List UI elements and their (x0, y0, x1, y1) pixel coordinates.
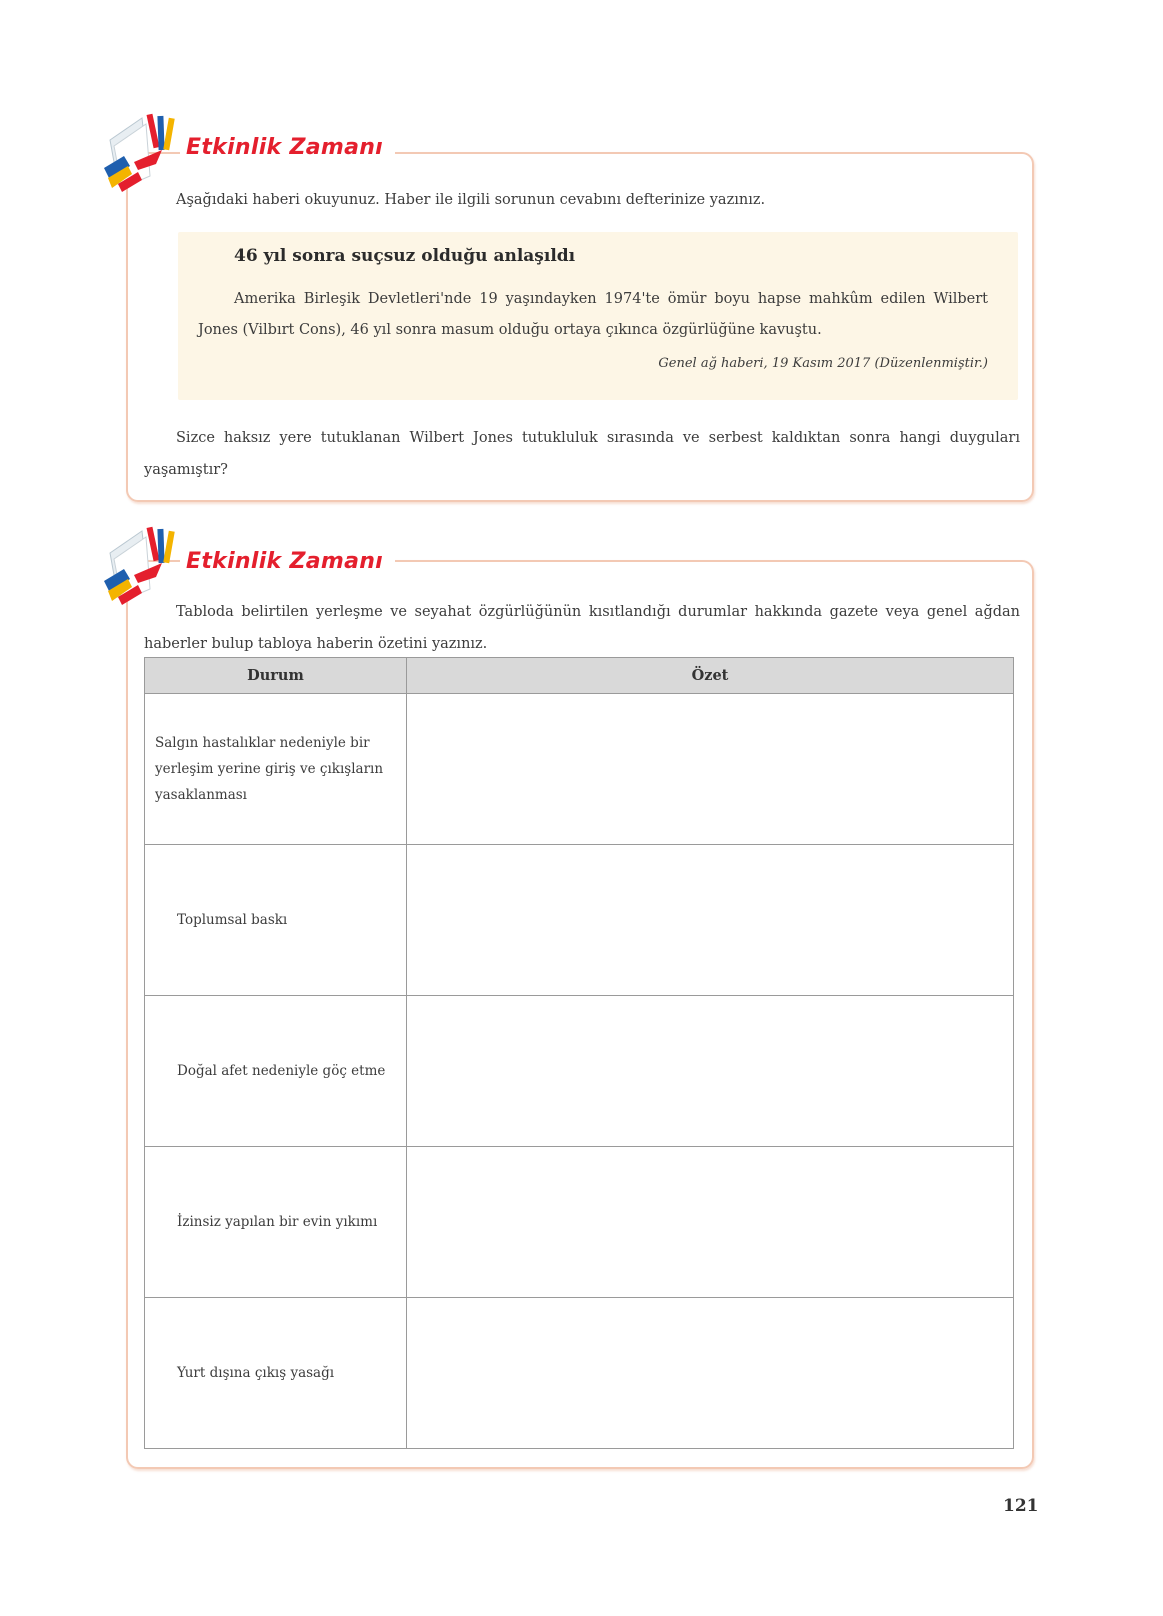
activity-1-question: Sizce haksız yere tutuklanan Wilbert Jones tutukluluk sırasında ve serbest kaldıktan sonra hangi duyguları yaşamıştır? (144, 430, 1020, 478)
news-box (178, 232, 1018, 400)
news-source: Genel ağ haberi, 19 Kasım 2017 (Düzenlenmiştir.) (658, 356, 988, 371)
activity-1-title-wrap (180, 131, 395, 165)
table-row (145, 1298, 1014, 1449)
ozet-cell[interactable] (407, 1298, 1014, 1449)
durum-cell: Doğal afet nedeniyle göç etme (145, 996, 407, 1147)
durum-cell: Salgın hastalıklar nedeniyle bir yerleşim yerine giriş ve çıkışların yasaklanması (145, 694, 407, 845)
activity-1-instruction: Aşağıdaki haberi okuyunuz. Haber ile ilgili sorunun cevabını defterinize yazınız. (176, 192, 766, 208)
ozet-cell[interactable] (407, 694, 1014, 845)
table-row (145, 694, 1014, 845)
table-row (145, 845, 1014, 996)
activity-2-title: Etkinlik Zamanı (186, 549, 384, 574)
news-headline: 46 yıl sonra suçsuz olduğu anlaşıldı (234, 246, 576, 266)
header-durum: Durum (145, 658, 407, 694)
table-row (145, 996, 1014, 1147)
durum-cell: Toplumsal baskı (145, 845, 407, 996)
durum-cell: Yurt dışına çıkış yasağı (145, 1298, 407, 1449)
table-header-row (145, 658, 1014, 694)
table-row (145, 1147, 1014, 1298)
ozet-cell[interactable] (407, 845, 1014, 996)
page-number: 121 (1003, 1496, 1039, 1516)
activity-1-title: Etkinlik Zamanı (186, 135, 384, 160)
activity-2-instruction: Tabloda belirtilen yerleşme ve seyahat özgürlüğünün kısıtlandığı durumlar hakkında gazete veya genel ağdan haberler bulup tabloya haberin özetini yazınız. (144, 604, 1020, 652)
activity-icon (104, 523, 182, 607)
durum-cell: İzinsiz yapılan bir evin yıkımı (145, 1147, 407, 1298)
activity-icon (104, 110, 182, 194)
ozet-cell[interactable] (407, 996, 1014, 1147)
ozet-cell[interactable] (407, 1147, 1014, 1298)
activity-2-title-wrap (180, 545, 395, 579)
news-body: Amerika Birleşik Devletleri'nde 19 yaşındayken 1974'te ömür boyu hapse mahkûm edilen Wilbert Jones (Vilbırt Cons), 46 yıl sonra masum olduğu ortaya çıkınca özgürlüğüne kavuştu. (198, 291, 988, 338)
header-ozet: Özet (407, 658, 1014, 694)
summary-table (144, 657, 1014, 1449)
